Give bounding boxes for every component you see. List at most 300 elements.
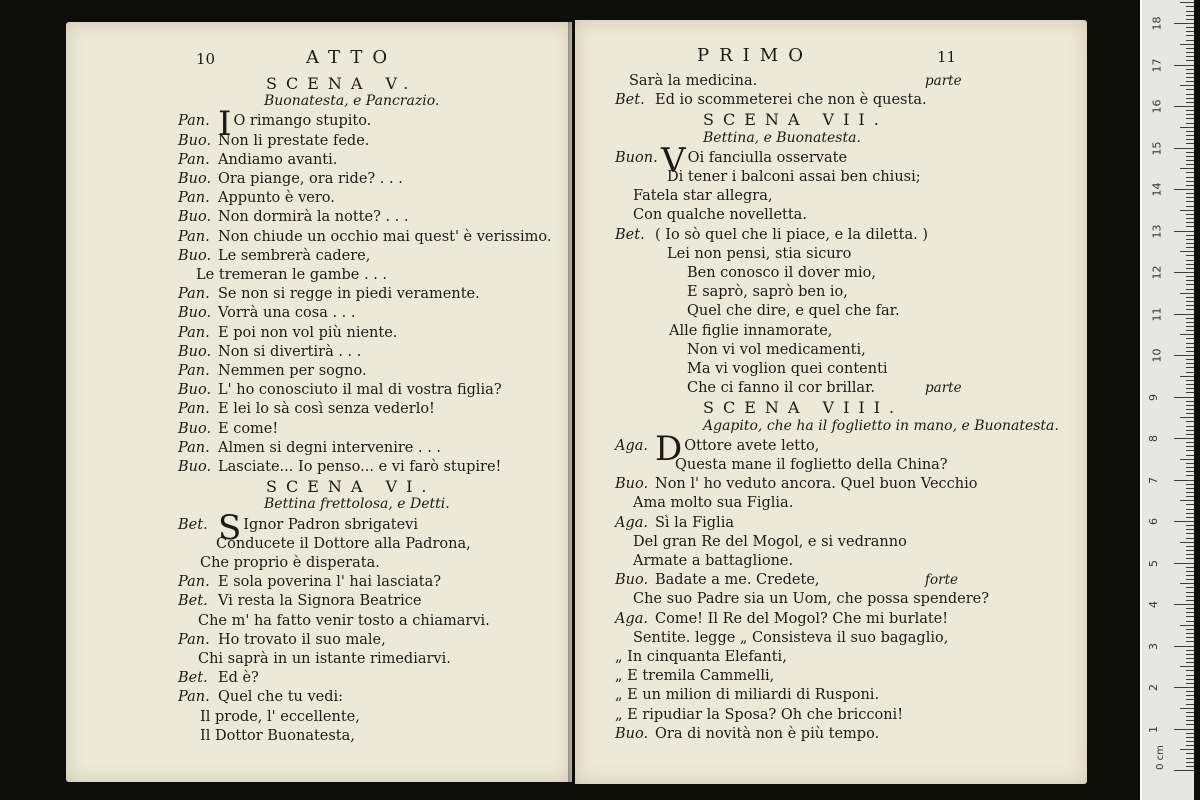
line-text: Ed è? <box>218 670 259 687</box>
verse-line <box>178 189 335 207</box>
ruler-tick <box>1186 654 1194 655</box>
ruler-tick <box>1186 450 1194 451</box>
ruler-tick <box>1186 753 1194 754</box>
ruler-tick <box>1186 471 1194 472</box>
verse-line <box>615 686 879 704</box>
line-text: Alle figlie innamorate, <box>669 322 833 339</box>
line-text: „ E tremila Cammelli, <box>615 668 775 685</box>
verse-line <box>178 247 370 265</box>
ruler-number: 5 <box>1147 559 1160 567</box>
ruler-tick <box>1186 405 1194 406</box>
speaker-label: Pan. <box>178 401 210 418</box>
ruler-tick <box>1186 579 1194 580</box>
line-text: Conducete il Dottore alla Padrona, <box>216 535 471 552</box>
scene-heading: SCENA VI. <box>266 477 436 497</box>
ruler-tick <box>1174 65 1194 66</box>
line-text: E sola poverina l' hai lasciata? <box>218 574 442 591</box>
verse-line <box>633 590 989 608</box>
verse-line <box>633 629 948 647</box>
ruler-tick <box>1186 243 1194 244</box>
ruler-tick <box>1180 251 1194 252</box>
ruler-tick <box>1180 417 1194 418</box>
ruler-tick <box>1186 201 1194 202</box>
speaker-label: Pan. <box>178 113 210 130</box>
line-text: Sarà la medicina. <box>629 73 758 89</box>
line-text: E come! <box>218 420 279 437</box>
ruler-tick <box>1180 625 1194 626</box>
ruler-tick <box>1186 135 1194 136</box>
verse-line <box>667 245 851 263</box>
verse-line <box>178 631 386 649</box>
scene-heading: SCENA VII. <box>703 110 888 130</box>
ruler-tick <box>1174 521 1194 522</box>
ruler-tick <box>1186 351 1194 352</box>
verse-line <box>675 456 948 474</box>
ruler-tick <box>1186 434 1194 435</box>
stage-direction: forte <box>925 572 958 589</box>
ruler-tick <box>1186 56 1194 57</box>
verse-line <box>216 535 471 553</box>
ruler-tick <box>1186 73 1194 74</box>
ruler-tick <box>1186 567 1194 568</box>
verse-line <box>178 208 409 226</box>
ruler-tick <box>1186 222 1194 223</box>
verse-line <box>178 400 435 418</box>
ruler-tick <box>1186 322 1194 323</box>
ruler-tick <box>1186 463 1194 464</box>
ruler-tick <box>1186 193 1194 194</box>
ruler-tick <box>1186 592 1194 593</box>
verse-line <box>615 725 879 743</box>
verse-line <box>687 379 875 397</box>
drop-capital: S <box>218 507 242 548</box>
ruler-tick <box>1186 525 1194 526</box>
speaker-label: Pan. <box>178 439 210 456</box>
ruler-tick <box>1186 343 1194 344</box>
speaker-label: Pan. <box>178 631 210 648</box>
ruler-tick <box>1186 181 1194 182</box>
drop-capital: I <box>218 104 232 145</box>
ruler-number: 3 <box>1147 642 1160 650</box>
ruler-tick <box>1186 484 1194 485</box>
ruler-tick <box>1186 380 1194 381</box>
verse-line <box>615 475 977 493</box>
ruler-tick <box>1186 289 1194 290</box>
ruler-tick <box>1186 699 1194 700</box>
drop-capital: V <box>661 140 686 181</box>
ruler-tick <box>1180 127 1194 128</box>
ruler-tick <box>1186 297 1194 298</box>
verse-line <box>687 264 876 282</box>
stage-direction: parte <box>925 73 962 89</box>
verse-line <box>178 458 501 476</box>
verse-line <box>198 612 490 630</box>
ruler-tick <box>1186 475 1194 476</box>
ruler-tick <box>1186 712 1194 713</box>
line-text: ( Io sò quel che li piace, e la diletta. ) <box>655 226 928 243</box>
line-text: Non li prestate fede. <box>218 132 370 149</box>
ruler-number: 12 <box>1150 265 1164 280</box>
ruler-tick <box>1186 268 1194 269</box>
ruler-number: 13 <box>1150 224 1164 238</box>
verse-line <box>629 72 757 90</box>
verse-line <box>200 727 355 745</box>
speaker-label: Bet. <box>615 92 645 109</box>
ruler-tick <box>1186 177 1194 178</box>
line-text: Ben conosco il dover mio, <box>687 265 876 281</box>
ruler-tick <box>1186 637 1194 638</box>
ruler-tick <box>1186 280 1194 281</box>
verse-line <box>198 650 451 668</box>
ruler-tick <box>1186 367 1194 368</box>
line-text: L' ho conosciuto il mal di vostra figlia? <box>218 382 502 399</box>
verse-line <box>687 360 888 378</box>
speaker-label: Bet. <box>178 593 208 610</box>
line-text: Ma vi voglion quei contenti <box>687 361 888 377</box>
verse-line <box>615 226 928 244</box>
speaker-label: Aga. <box>615 610 649 627</box>
verse-line <box>178 573 441 591</box>
speaker-label: Pan. <box>178 286 210 303</box>
ruler-tick <box>1186 741 1194 742</box>
ruler-tick <box>1186 650 1194 651</box>
line-text: Quel che tu vedi: <box>218 689 344 706</box>
ruler-tick <box>1186 276 1194 277</box>
ruler-tick <box>1174 231 1194 232</box>
ruler-tick <box>1180 459 1194 460</box>
speaker-label: Aga. <box>615 437 649 454</box>
line-text: Di tener i balconi assai ben chiusi; <box>667 169 921 185</box>
ruler-tick <box>1186 513 1194 514</box>
ruler-tick <box>1186 218 1194 219</box>
verse-line <box>178 228 551 246</box>
verse-line <box>178 439 441 457</box>
ruler-number: 11 <box>1150 307 1164 321</box>
speaker-label: Buo. <box>178 382 212 399</box>
speaker-label: Pan. <box>178 190 210 207</box>
line-text: Che proprio è disperata. <box>200 555 380 571</box>
ruler-tick <box>1186 139 1194 140</box>
ruler-tick <box>1186 102 1194 103</box>
ruler-tick <box>1186 172 1194 173</box>
ruler-tick <box>1186 206 1194 207</box>
ruler-tick <box>1186 571 1194 572</box>
ruler-tick <box>1180 376 1194 377</box>
speaker-label: Pan. <box>178 151 210 168</box>
speaker-label: Buo. <box>178 420 212 437</box>
verse-line <box>633 187 772 205</box>
line-text: E lei lo sà così senza vederlo! <box>218 401 435 418</box>
verse-line <box>196 266 387 284</box>
speaker-label: Pan. <box>178 574 210 591</box>
ruler-tick <box>1186 658 1194 659</box>
ruler-tick <box>1186 363 1194 364</box>
ruler-tick <box>1186 6 1194 7</box>
ruler-tick <box>1174 23 1194 24</box>
ruler-tick <box>1174 148 1194 149</box>
ruler-number: 16 <box>1150 99 1164 114</box>
verse-line <box>615 91 927 109</box>
line-text: Andiamo avanti. <box>218 151 338 168</box>
ruler-tick <box>1186 724 1194 725</box>
line-text: Non si divertirà . . . <box>218 343 362 360</box>
ruler-tick <box>1174 563 1194 564</box>
line-text: Ama molto sua Figlia. <box>633 495 794 512</box>
ruler-tick <box>1186 131 1194 132</box>
ruler-tick <box>1186 52 1194 53</box>
scene-heading: SCENA V. <box>266 74 418 93</box>
verse-line <box>687 341 866 359</box>
verse-line <box>633 494 793 512</box>
speaker-label: Pan. <box>178 689 210 706</box>
ruler-tick <box>1186 359 1194 360</box>
speaker-label: Bet. <box>615 226 645 243</box>
ruler-tick <box>1174 397 1194 398</box>
ruler-tick <box>1186 720 1194 721</box>
ruler-tick <box>1174 729 1194 730</box>
line-text: Che m' ha fatto venir tosto a chiamarvi. <box>198 612 490 629</box>
ruler-tick <box>1186 716 1194 717</box>
verse-line <box>178 285 480 303</box>
ruler-tick <box>1186 633 1194 634</box>
verse-line <box>615 610 948 628</box>
page-number: 11 <box>937 48 957 66</box>
ruler-tick <box>1186 185 1194 186</box>
line-text: Non chiude un occhio mai quest' è verissimo. <box>218 228 552 245</box>
ruler-tick <box>1180 210 1194 211</box>
line-text: Se non si regge in piedi veramente. <box>218 286 480 303</box>
ruler-tick <box>1186 197 1194 198</box>
verse-line <box>178 343 361 361</box>
line-text: Quel che dire, e quel che far. <box>687 303 900 320</box>
line-text: Vi resta la Signora Beatrice <box>218 593 422 610</box>
ruler-tick <box>1186 455 1194 456</box>
verse-line <box>178 170 403 188</box>
line-text: Come! Il Re del Mogol? Che mi burlate! <box>655 610 949 627</box>
ruler-tick <box>1180 2 1194 3</box>
verse-line <box>178 669 259 687</box>
ruler-tick <box>1186 143 1194 144</box>
ruler-tick <box>1186 156 1194 157</box>
speaker-label: Pan. <box>178 228 210 245</box>
ruler-number: 2 <box>1147 684 1160 691</box>
ruler-tick <box>1186 683 1194 684</box>
ruler-tick <box>1186 413 1194 414</box>
verse-line <box>615 667 774 685</box>
ruler-tick <box>1186 554 1194 555</box>
ruler-tick <box>1186 442 1194 443</box>
ruler-tick <box>1186 587 1194 588</box>
verse-line <box>669 322 832 340</box>
speaker-label: Bet. <box>178 516 208 533</box>
drop-capital: D <box>655 428 683 469</box>
speaker-label: Buo. <box>178 305 212 322</box>
ruler-tick <box>1186 338 1194 339</box>
ruler-unit: 0 cm <box>1154 745 1166 770</box>
line-text: Lei non pensi, stia sicuro <box>667 245 852 262</box>
ruler-tick <box>1186 31 1194 32</box>
verse-line <box>200 554 380 572</box>
ruler-tick <box>1186 264 1194 265</box>
ruler-tick <box>1186 496 1194 497</box>
ruler-tick <box>1186 421 1194 422</box>
ruler-tick <box>1186 123 1194 124</box>
verse-line <box>178 420 278 438</box>
ruler-tick <box>1186 670 1194 671</box>
speaker-label: Buo. <box>615 725 649 742</box>
speaker-label: Bet. <box>178 670 208 687</box>
characters-line: Agapito, che ha il foglietto in mano, e Buonatesta. <box>703 417 1059 434</box>
ruler-tick <box>1186 621 1194 622</box>
ruler-tick <box>1186 247 1194 248</box>
ruler-tick <box>1174 646 1194 647</box>
ruler-tick <box>1186 509 1194 510</box>
verse-line <box>178 132 369 150</box>
ruler-tick <box>1186 612 1194 613</box>
characters-line: Buonatesta, e Pancrazio. <box>264 93 440 110</box>
ruler-tick <box>1186 492 1194 493</box>
verse-line <box>615 428 820 469</box>
ruler-tick <box>1186 766 1194 767</box>
ruler-tick <box>1174 272 1194 273</box>
line-text: „ E un milion di miliardi di Rusponi. <box>615 687 880 704</box>
line-text: Ora di novità non è più tempo. <box>655 725 880 742</box>
ruler-tick <box>1186 81 1194 82</box>
ruler-tick <box>1180 666 1194 667</box>
verse-line <box>667 168 921 186</box>
ruler-tick <box>1186 309 1194 310</box>
ruler-tick <box>1180 334 1194 335</box>
ruler-number: 8 <box>1147 435 1160 442</box>
line-text: Questa mane il foglietto della China? <box>675 457 948 473</box>
line-text: O rimango stupito. <box>233 113 372 130</box>
ruler-tick <box>1186 679 1194 680</box>
ruler-tick <box>1186 301 1194 302</box>
ruler-tick <box>1186 550 1194 551</box>
speaker-label: Buo. <box>178 459 212 475</box>
verse-line <box>687 283 848 301</box>
line-text: Armate a battaglione. <box>633 553 794 569</box>
line-text: Fatela star allegra, <box>633 188 773 205</box>
ruler-tick <box>1186 488 1194 489</box>
line-text: E saprò, saprò ben io, <box>687 284 848 301</box>
ruler-tick <box>1174 314 1194 315</box>
verse-line <box>178 324 397 342</box>
verse-line <box>633 552 793 570</box>
line-text: E poi non vol più niente. <box>218 324 398 341</box>
verse-line <box>178 592 421 610</box>
ruler-tick <box>1186 19 1194 20</box>
line-text: Non vi vol medicamenti, <box>687 341 866 358</box>
verse-line <box>633 206 807 224</box>
line-text: Lasciate... Io penso... e vi farò stupire! <box>218 459 502 475</box>
ruler-tick <box>1186 35 1194 36</box>
ruler-tick <box>1186 40 1194 41</box>
verse-line <box>615 706 903 724</box>
ruler-tick <box>1186 69 1194 70</box>
verse-line <box>178 151 337 169</box>
ruler-tick <box>1186 533 1194 534</box>
ruler-number: 17 <box>1150 58 1164 72</box>
ruler-number: 18 <box>1150 16 1164 31</box>
ruler-tick <box>1186 114 1194 115</box>
line-text: „ E ripudiar la Sposa? Oh che bricconi! <box>615 706 904 723</box>
ruler-tick <box>1186 446 1194 447</box>
speaker-label: Buo. <box>615 476 649 493</box>
ruler-tick <box>1186 347 1194 348</box>
line-text: Il Dottor Buonatesta, <box>200 727 355 744</box>
line-text: Ignor Padron sbrigatevi <box>243 516 419 533</box>
ruler-tick <box>1186 695 1194 696</box>
ruler-tick <box>1186 48 1194 49</box>
ruler-tick <box>1186 596 1194 597</box>
ruler-tick <box>1174 687 1194 688</box>
line-text: Oi fanciulla osservate <box>687 149 848 166</box>
ruler-tick <box>1186 426 1194 427</box>
line-text: Il prode, l' eccellente, <box>200 708 360 725</box>
line-text: Non dormirà la notte? . . . <box>218 209 409 226</box>
ruler-tick <box>1180 293 1194 294</box>
ruler-tick <box>1186 745 1194 746</box>
right-page <box>575 20 1087 784</box>
ruler-tick <box>1186 737 1194 738</box>
ruler-tick <box>1186 260 1194 261</box>
line-text: Chi saprà in un istante rimediarvi. <box>198 651 451 667</box>
ruler-tick <box>1186 214 1194 215</box>
ruler-tick <box>1186 235 1194 236</box>
ruler-tick <box>1186 77 1194 78</box>
ruler-tick <box>1186 305 1194 306</box>
ruler-tick <box>1186 616 1194 617</box>
ruler-tick <box>1186 575 1194 576</box>
speaker-label: Buon. <box>615 149 658 166</box>
ruler-tick <box>1186 546 1194 547</box>
speaker-label: Aga. <box>615 514 649 531</box>
speaker-label: Buo. <box>178 209 212 226</box>
line-text: Che ci fanno il cor brillar. <box>687 380 876 397</box>
line-text: Ottore avete letto, <box>684 437 820 454</box>
characters-line: Bettina, e Buonatesta. <box>703 129 861 146</box>
speaker-label: Pan. <box>178 363 210 379</box>
ruler-tick <box>1174 770 1194 771</box>
ruler-tick <box>1186 15 1194 16</box>
line-text: Nemmen per sogno. <box>218 363 367 379</box>
line-text: Le sembrerà cadere, <box>218 247 371 264</box>
ruler-tick <box>1186 372 1194 373</box>
ruler-number: 14 <box>1150 182 1164 197</box>
ruler-tick <box>1174 355 1194 356</box>
ruler-tick <box>1186 239 1194 240</box>
speaker-label: Buo. <box>178 132 212 149</box>
stage-direction: parte <box>925 380 962 397</box>
line-text: Badate a me. Credete, <box>655 572 820 589</box>
ruler-tick <box>1186 409 1194 410</box>
line-text: Le tremeran le gambe . . . <box>196 267 388 283</box>
ruler-tick <box>1186 60 1194 61</box>
characters-line: Bettina frettolosa, e Detti. <box>264 496 450 513</box>
ruler-tick <box>1186 255 1194 256</box>
line-text: Con qualche novelletta. <box>633 207 807 224</box>
line-text: Almen si degni intervenire . . . <box>218 439 442 456</box>
ruler-tick <box>1186 517 1194 518</box>
ruler-tick <box>1186 326 1194 327</box>
ruler-tick <box>1186 641 1194 642</box>
line-text: Ora piange, ora ride? . . . <box>218 171 403 187</box>
scene-heading: SCENA VIII. <box>703 398 904 418</box>
ruler-number: 10 <box>1150 348 1164 363</box>
ruler-tick <box>1186 558 1194 559</box>
verse-line <box>178 381 502 399</box>
